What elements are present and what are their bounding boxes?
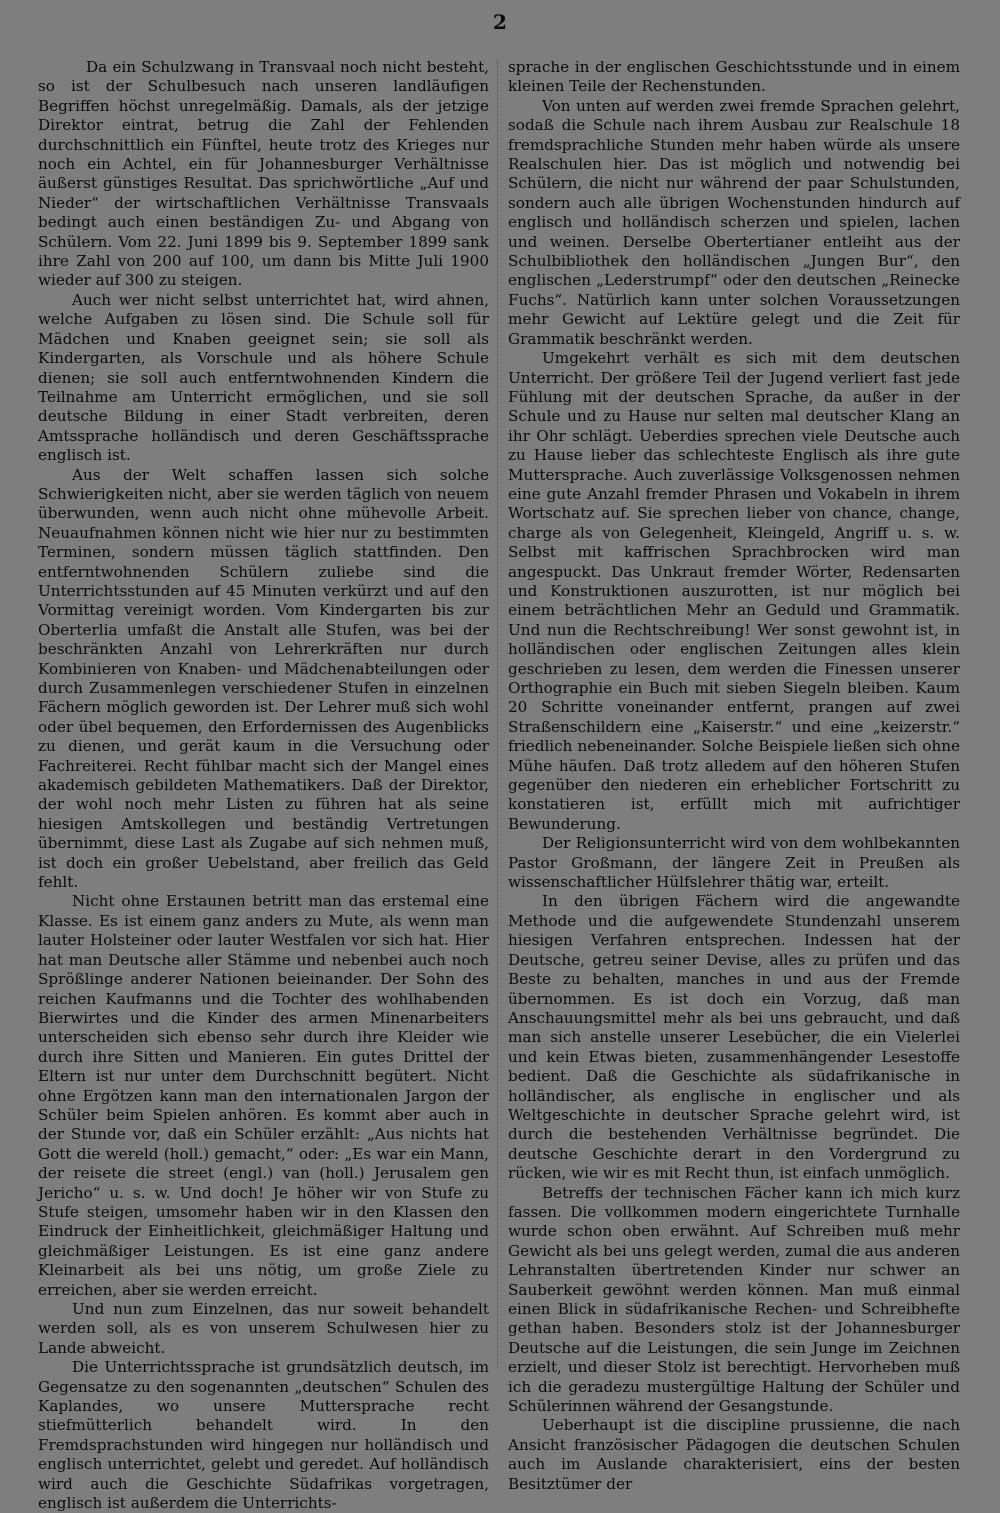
paragraph: Nicht ohne Erstaunen betritt man das erstemal eine Klasse. Es ist einem ganz anders zu Mute, als wenn man lauter Holsteiner oder lauter Westfalen vor sich hat. Hier hat man Deutsche aller Stämme und nebenbei auch noch Sprößlinge anderer Nationen beieinander. Der Sohn des reichen Kaufmanns und die Tochter des wohlhabenden Bierwirtes und die Kinder des armen Minenarbeiters unterscheiden sich ebenso sehr durch ihre Kleider wie durch ihre Sitten und Manieren. Ein gutes Drittel der Eltern ist nur unter dem Durchschnitt begütert. Nicht ohne Ergötzen kann man den internationalen Jargon der Schüler beim Spielen anhören. Es kommt aber auch in der Stunde vor, daß ein Schüler erzählt: „Aus nichts hat Gott die wereld (holl.) gemacht,“ oder: „Es war ein Mann, der reisete die street (engl.) van (holl.) Jerusalem gen Jericho“ u. s. w. Und doch! Je höher wir von Stufe zu Stufe steigen, umsomehr haben wir in den Klassen den Eindruck der Einheitlichkeit, gleichmäßiger Haltung und gleichmäßiger Leistungen. Es ist eine ganz andere Kleinarbeit als bei uns nötig, um große Ziele zu erreichen, aber sie werden erreicht. [38,892,489,1299]
right-column [508,58,960,1494]
paragraph: Aus der Welt schaffen lassen sich solche Schwierigkeiten nicht, aber sie werden täglich von neuem überwunden, wenn auch nicht ohne mühevolle Arbeit. Neuaufnahmen können nicht wie hier nur zu bestimmten Terminen, sondern müssen täglich stattfinden. Den entferntwohnenden Schülern zuliebe sind die Unterrichtsstunden auf 45 Minuten verkürzt und auf den Vormittag vereinigt worden. Vom Kindergarten bis zur Oberterlia umfaßt die Anstalt alle Stufen, was bei der beschränkten Anzahl von Lehrerkräften nur durch Kombinieren von Knaben- und Mädchenabteilungen oder durch Zusammenlegen verschiedener Stufen in einzelnen Fächern möglich geworden ist. Der Lehrer muß sich wohl oder übel bequemen, den Erfordernissen des Augenblicks zu dienen, und gerät kaum in die Versuchung oder Fachreiterei. Recht fühlbar macht sich der Mangel eines akademisch gebildeten Mathematikers. Daß der Direktor, der wohl noch mehr Listen zu führen hat als seine hiesigen Amtskollegen und beständig Vertretungen übernimmt, diese Last als Zugabe auf sich nehmen muß, ist doch ein großer Uebelstand, aber freilich das Geld fehlt. [38,465,489,892]
paragraph: Da ein Schulzwang in Transvaal noch nicht besteht, so ist der Schulbesuch nach unseren landläufigen Begriffen höchst unregelmäßig. Damals, als der jetzige Direktor eintrat, betrug die Zahl der Fehlenden durchschnittlich ein Fünftel, heute trotz des Krieges nur noch ein Achtel, ein für Johannesburger Verhältnisse äußerst günstiges Resultat. Das sprichwörtliche „Auf und Nieder“ der wirtschaftlichen Verhältnisse Transvaals bedingt auch einen beständigen Zu- und Abgang von Schülern. Vom 22. Juni 1899 bis 9. September 1899 sank ihre Zahl von 200 auf 100, um dann bis Mitte Juli 1900 wieder auf 300 zu steigen. [38,58,489,290]
paragraph: In den übrigen Fächern wird die angewandte Methode und die aufgewendete Stundenzahl unserem hiesigen Verfahren entsprechen. Indessen hat der Deutsche, getreu seiner Devise, alles zu prüfen und das Beste zu behalten, manches in und aus der Fremde übernommen. Es ist doch ein Vorzug, daß man Anschauungsmittel mehr als bei uns gebraucht, und daß man sich anstelle unserer Lesebücher, die ein Vielerlei und kein Etwas bieten, zusammenhängender Lesestoffe bedient. Daß die Geschichte als südafrikanische in holländischer, als englische in englischer und als Weltgeschichte in deutscher Sprache gelehrt wird, ist durch die bestehenden Verhältnisse begründet. Die deutsche Geschichte derart in den Vordergrund zu rücken, wie wir es mit Recht thun, ist einfach unmöglich. [508,892,960,1183]
paragraph: Von unten auf werden zwei fremde Sprachen gelehrt, sodaß die Schule nach ihrem Ausbau zur Realschule 18 fremdsprachliche Stunden mehr haben würde als unsere Realschulen hier. Das ist möglich und notwendig bei Schülern, die nicht nur während der paar Schulstunden, sondern auch alle übrigen Wochenstunden hindurch auf englisch und holländisch scherzen und spielen, lachen und weinen. Derselbe Obertertianer entleiht aus der Schulbibliothek den holländischen „Jungen Bur“, den englischen „Lederstrumpf“ oder den deutschen „Reinecke Fuchs“. Natürlich kann unter solchen Voraussetzungen mehr Gewicht auf Lektüre gelegt und die Zeit für Grammatik beschränkt werden. [508,96,960,348]
left-column [38,58,489,1513]
paragraph: Die Unterrichtssprache ist grundsätzlich deutsch, im Gegensatze zu den sogenannten „deutschen“ Schulen des Kaplandes, wo unsere Muttersprache recht stiefmütterlich behandelt wird. In den Fremdsprachstunden wird hingegen nur holländisch und englisch unterrichtet, gelebt und geredet. Auf holländisch wird auch die Geschichte Südafrikas vorgetragen, englisch ist außerdem die Unterrichts- [38,1358,489,1513]
paragraph: Umgekehrt verhält es sich mit dem deutschen Unterricht. Der größere Teil der Jugend verliert fast jede Fühlung mit der deutschen Sprache, da außer in der Schule und zu Hause nur selten mal deutscher Klang an ihr Ohr schlägt. Ueberdies sprechen viele Deutsche auch zu Hause lieber das schlechteste Englisch als ihre gute Muttersprache. Auch zuverlässige Volksgenossen nehmen eine gute Anzahl fremder Phrasen und Vokabeln in ihrem Wortschatz auf. Sie sprechen lieber von chance, change, charge als von Gelegenheit, Kleingeld, Angriff u. s. w. Selbst mit kaffrischen Sprachbrocken wird man angespuckt. Das Unkraut fremder Wörter, Redensarten und Konstruktionen auszurotten, ist nur möglich bei einem beträchtlichen Mehr an Geduld und Grammatik. Und nun die Rechtschreibung! Wer sonst gewohnt ist, in holländischen oder englischen Zeitungen alles klein geschrieben zu lesen, dem werden die Finessen unserer Orthographie ein Buch mit sieben Siegeln bleiben. Kaum 20 Schritte voneinander entfernt, prangen auf zwei Straßenschildern eine „Kaiserstr.“ und eine „keizerstr.“ friedlich nebeneinander. Solche Beispiele ließen sich ohne Mühe häufen. Daß trotz alledem auf den höheren Stufen gegenüber den niederen ein erheblicher Fortschritt zu konstatieren ist, erfüllt mich mit aufrichtiger Bewunderung. [508,349,960,833]
paragraph: Ueberhaupt ist die discipline prussienne, die nach Ansicht französischer Pädagogen die deutschen Schulen auch im Auslande charakterisiert, eins der besten Besitztümer der [508,1416,960,1493]
paragraph: sprache in der englischen Geschichtsstunde und in einem kleinen Teile der Rechenstunden. [508,58,960,96]
page-number: 2 [493,10,507,34]
paragraph: Der Religionsunterricht wird von dem wohlbekannten Pastor Großmann, der längere Zeit in Preußen als wissenschaftlicher Hülfslehrer thätig war, erteilt. [508,834,960,892]
paragraph: Und nun zum Einzelnen, das nur soweit behandelt werden soll, als es von unserem Schulwesen hier zu Lande abweicht. [38,1300,489,1357]
column-divider [497,60,498,1370]
paragraph: Betreffs der technischen Fächer kann ich mich kurz fassen. Die vollkommen modern eingerichtete Turnhalle wurde schon oben erwähnt. Auf Schreiben muß mehr Gewicht als bei uns gelegt werden, zumal die aus anderen Lehranstalten übertretenden Kinder nur schwer an Sauberkeit gewöhnt werden können. Man muß einmal einen Blick in südafrikanische Rechen- und Schreibhefte gethan haben. Besonders stolz ist der Johannesburger Deutsche auf die Leistungen, die sein Junge im Zeichnen erzielt, und dieser Stolz ist berechtigt. Hervorheben muß ich die geradezu mustergültige Haltung der Schüler und Schülerinnen während der Gesangstunde. [508,1183,960,1416]
paragraph: Auch wer nicht selbst unterrichtet hat, wird ahnen, welche Aufgaben zu lösen sind. Die Schule soll für Mädchen und Knaben geeignet sein; sie soll als Kindergarten, als Vorschule und als höhere Schule dienen; sie soll auch entferntwohnenden Kindern die Teilnahme am Unterricht ermöglichen, und sie soll deutsche Bildung in einer Stadt verbreiten, deren Amtssprache holländisch und deren Geschäftssprache englisch ist. [38,290,489,465]
